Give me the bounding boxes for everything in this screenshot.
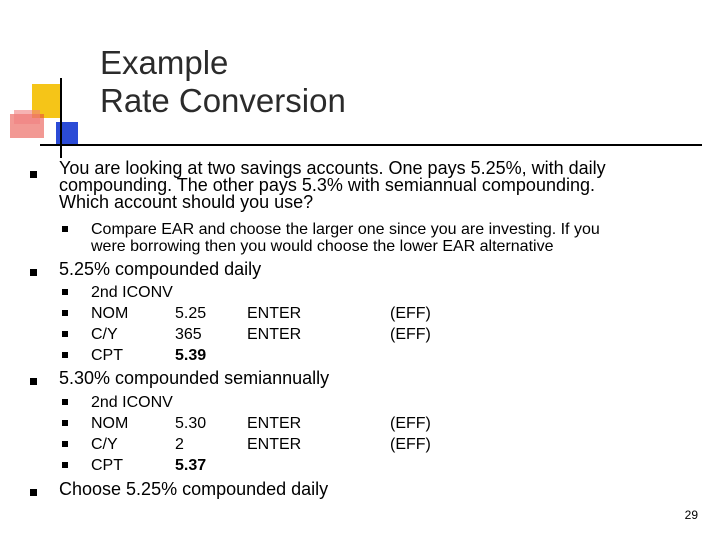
bullet-marker (30, 489, 37, 496)
bullet-marker (30, 269, 37, 276)
slide-title (100, 44, 346, 120)
calc-key-cell: CPT (91, 457, 123, 474)
calc-action-cell: ENTER (247, 436, 302, 453)
calc-note-cell: (EFF) (390, 326, 431, 343)
bullet-1-line-1: You are looking at two savings accounts. One pays 5.25%, with daily (59, 158, 606, 178)
calc-key-cell: NOM (91, 305, 129, 322)
calc-value-cell: 5.37 (175, 457, 207, 474)
bullet-1-line-2: compounding. The other pays 5.3% with semiannual compounding. (59, 175, 596, 195)
sub-bullet-marker (62, 226, 68, 232)
bullet-1-line-3: Which account should you use? (59, 192, 314, 212)
calc-key-cell: 2nd ICONV (91, 284, 173, 301)
calc-value-cell: 2 (175, 436, 184, 453)
calc-note-cell: (EFF) (390, 305, 431, 322)
title-divider (40, 144, 702, 146)
calc-value-cell: 365 (175, 326, 202, 343)
bullet-1-sub-text (91, 221, 600, 255)
bullet-4-text: Choose 5.25% compounded daily (59, 479, 329, 499)
calc-key-cell: C/Y (91, 436, 118, 453)
calc-note-cell: (EFF) (390, 436, 431, 453)
bullet-2-text: 5.25% compounded daily (59, 259, 262, 279)
sub-bullet-marker (62, 441, 68, 447)
page-number: 29 (684, 508, 698, 522)
calc-value-cell: 5.30 (175, 415, 207, 432)
sub-bullet-marker (62, 420, 68, 426)
sub-bullet-marker (62, 331, 68, 337)
calc-note-cell: (EFF) (390, 415, 431, 432)
calc-value-cell: 5.25 (175, 305, 207, 322)
calc-action-cell: ENTER (247, 415, 302, 432)
sub-bullet-line-1: Compare EAR and choose the larger one since you are investing. If you (91, 221, 600, 238)
sub-bullet-line-2: were borrowing then you would choose the lower EAR alternative (91, 238, 554, 255)
title-line-2: Rate Conversion (100, 82, 346, 119)
sub-bullet-marker (62, 310, 68, 316)
sub-bullet-marker (62, 352, 68, 358)
decorative-logo-icon (8, 78, 78, 158)
bullet-marker (30, 378, 37, 385)
bullet-1-text (59, 160, 606, 211)
sub-bullet-marker (62, 399, 68, 405)
calc-action-cell: ENTER (247, 305, 302, 322)
calc-key-cell: 2nd ICONV (91, 394, 173, 411)
calc-action-cell: ENTER (247, 326, 302, 343)
sub-bullet-marker (62, 462, 68, 468)
bullet-marker (30, 171, 37, 178)
calc-key-cell: CPT (91, 347, 123, 364)
title-line-1: Example (100, 44, 229, 81)
calc-key-cell: C/Y (91, 326, 118, 343)
bullet-3-text: 5.30% compounded semiannually (59, 368, 330, 388)
sub-bullet-marker (62, 289, 68, 295)
calc-value-cell: 5.39 (175, 347, 207, 364)
calc-key-cell: NOM (91, 415, 129, 432)
